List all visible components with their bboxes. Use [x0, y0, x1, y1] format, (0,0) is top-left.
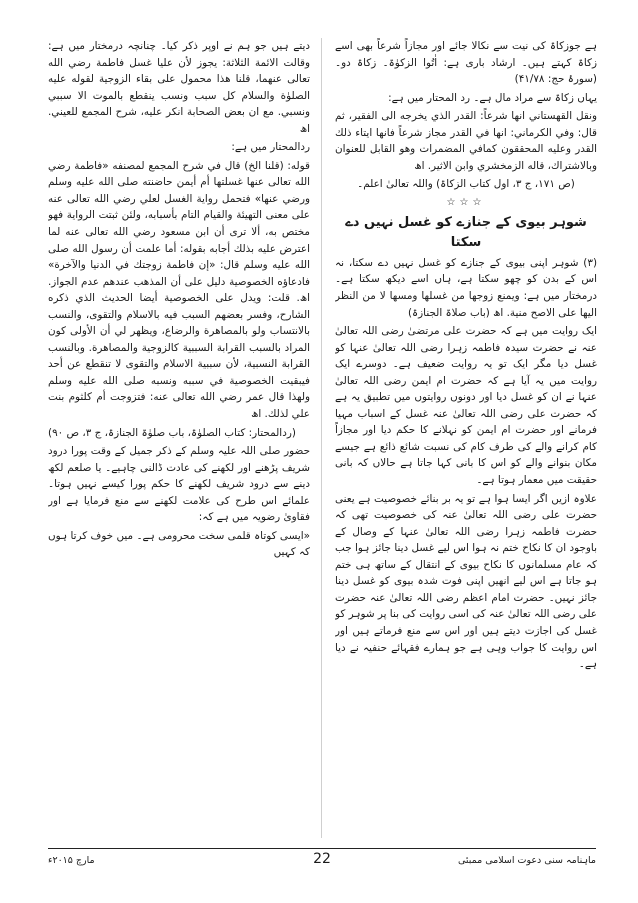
- paragraph: دیتے ہیں جو ہم نے اوپر ذکر کیا۔ چنانچہ درمختار میں ہے: وقالت الائمة الثلاثة: يجوز لأن عليا غسل فاطمة رضي الله تعالى عنهما، قلنا هذا محمول على بقاء الزوجية لقوله عليه الصلوٰة والسلام كل سبب ونسب ينقطع بالموت الا سببي ونسبي. مع ان بعض الصحابة انكر عليه، شرح المجمع للعيني. اھ: [48, 40, 310, 135]
- reference: (ردالمحتار: کتاب الصلوٰۃ، باب صلوٰۃ الجنازۃ، ج ۳، ص ۹۰): [48, 426, 296, 439]
- arabic-quote: قوله: (قلنا الخ) قال في شرح المجمع لمصنفه «فاطمة رضي الله تعالى عنها غسلتها أم أيمن حاضنته صلى الله عليه وسلم ورضي عنها» فتحمل رواية الغسل لعلي رضي الله تعالى عنه على معنى التهيئة والقيام التام بأسبابه، ولئن ثبتت الرواية فهو مختص به، ألا ترى أن ابن مسعود رضي الله تعالى عنه لما اعترض عليه بذلك أجابه بقوله: أما علمت أن رسول الله صلى الله عليه وسلم قال: «إن فاطمة زوجتك في الدنيا والآخرة» فادعاؤه الخصوصية دليل على أن المذهب عندهم عدم الجواز. اھ. قلت: ويدل على الخصوصية أيضا الحديث الذي ذكره الشارح، وفسر بعضهم السبب فيه بالاسلام والتقوى، والنسب بالانتساب ولو بالمصاهرة والرضاع، ويظهر لي أن الأولى كون المراد بالسبب القرابة السببية كالزوجية والمصاهرة. وبالنسب القرابة النسبية، لأن سببية الاسلام والتقوى لا تنقطع عن أحد فيبقيت الخصوصية في سببه ونسبه صلى الله عليه وسلم ولهذا قال عمر رضي الله تعالى عنه: فتزوجت أم كلثوم بنت علي لذلك. اھ: [48, 159, 310, 421]
- paragraph: علاوہ ازیں اگر ایسا ہوا ہے تو یہ بر بنائے خصوصیت ہے یعنی حضرت علی رضی اللہ تعالیٰ عنہ کی خصوصیت تھی کہ حضرت فاطمہ زہرا رضی اللہ تعالیٰ عنہا کے وصال کے باوجود ان کا نکاح ختم نہ ہوا اس لیے غسل دینا جائز ہوا جب کہ عام مسلمانوں کا نکاح بیوی کے انتقال کے ساتھ ہی ختم ہو جاتا ہے اس لیے انھیں اپنی فوت شدہ بیوی کو غسل دینا جائز نہیں۔ حضرت امام اعظم رضی اللہ تعالیٰ عنہ حضرت علی رضی اللہ تعالیٰ عنہ کی اسی روایت کی بنا پر شوہر کو غسل کی اجازت دیتے ہیں اور اس سے منع فرماتے ہیں اور اس روایت کا جواب وہی ہے جو ہمارے فقہائے حنفیہ نے دیا ہے۔: [335, 492, 597, 671]
- reference: (ص ۱۷۱، ج ۳، اول کتاب الزکاۃ) واللہ تعالیٰ اعلم۔: [357, 178, 575, 191]
- paragraph: ایک روایت میں ہے کہ حضرت علی مرتضیٰ رضی اللہ تعالیٰ عنہ نے حضرت سیدہ فاطمہ زہرا رضی اللہ تعالیٰ عنہا کو غسل دیا مگر ایک تو یہ روایت ضعیف ہے۔ دوسرے ایک روایت میں یہ آیا ہے کہ حضرت ام ایمن رضی اللہ تعالیٰ عنہا نے ان کو غسل دیا اور دونوں روایتوں میں تطبیق یہ ہے کہ حضرت علی رضی اللہ تعالیٰ عنہ غسل کے اسباب مہیا فرمانے اور حضرت ام ایمن کو نہلانے کا حکم دیا اور مجازاً کام کرانے والے کی طرف کام کی نسبت شائع ذائع ہے جیسے مکان بنوانے والے کو اس کا بانی کہا جاتا ہے حالاں کہ بانی حقیقت میں معمار ہوتا ہے۔: [335, 325, 597, 487]
- column-divider: [321, 38, 322, 838]
- issue-date: مارچ ۲۰۱۵ء: [48, 855, 95, 866]
- arabic-quote: ونقل القهستاني انها شرعاً: القدر الذي يخرجه الى الفقير، ثم قال: وفي الكرماني: انها في القدر مجاز شرعاً فانها ايتاء ذلك القدر وعليه المحققون كمافي المضمرات وهو القابل للعنوان وبالاشتراك، قاله الزمخشري وابن الاثير. اھ: [335, 110, 597, 172]
- paragraph: «ایسی کوتاہ قلمی سخت محرومی ہے۔ میں خوف کرتا ہوں کہ کہیں: [48, 529, 310, 559]
- paragraph: ردالمحتار میں ہے:: [231, 141, 310, 154]
- paragraph: ہے جوزکاۃ کی نیت سے نکالا جائے اور مجازاً شرعاً بھی اسے زکاۃ کہتے ہیں۔ ارشاد باری ہے: اٰتُوا الزکوٰۃ۔ زکاۃ دو۔ (سورۂ حج: ۴۱/۷۸): [335, 40, 597, 86]
- page-number: 22: [313, 851, 331, 867]
- section-heading: شوہر بیوی کے جنازے کو غسل نہیں دے سکتا: [345, 214, 587, 250]
- section-stars: ☆☆☆: [446, 196, 486, 208]
- paragraph: حضور صلی اللہ علیہ وسلم کے ذکر جمیل کے وقت پورا درود شریف پڑھنے اور لکھنے کی عادت ڈالنی چاہیے۔ یا صلعم لکھ دینے سے درود شریف لکھنے کا حکم پورا کیسے نہیں ہوتا۔ علمائے اس طرح کی علامت لکھنے سے منع فرمایا ہے اور فقاویٰ رضویہ میں ہے کہ:: [48, 445, 310, 524]
- paragraph: یہاں زکاۃ سے مراد مال ہے۔ رد المحتار میں ہے:: [388, 91, 597, 104]
- magazine-name: ماہنامہ سنی دعوت اسلامی ممبئی: [457, 855, 596, 866]
- right-column: [335, 38, 597, 838]
- left-column: [48, 38, 310, 838]
- page-footer: [48, 848, 596, 867]
- paragraph: (۳) شوہر اپنی بیوی کے جنازے کو غسل نہیں دے سکتا، نہ اس کے بدن کو چھو سکتا ہے، ہاں اسے دیکھ سکتا ہے۔ درمختار میں ہے: ویمنع زوجها من غسلها ومسها لا من النظر اليها على الاصح منية. اھ (باب صلاۃ الجنازۃ): [335, 256, 597, 319]
